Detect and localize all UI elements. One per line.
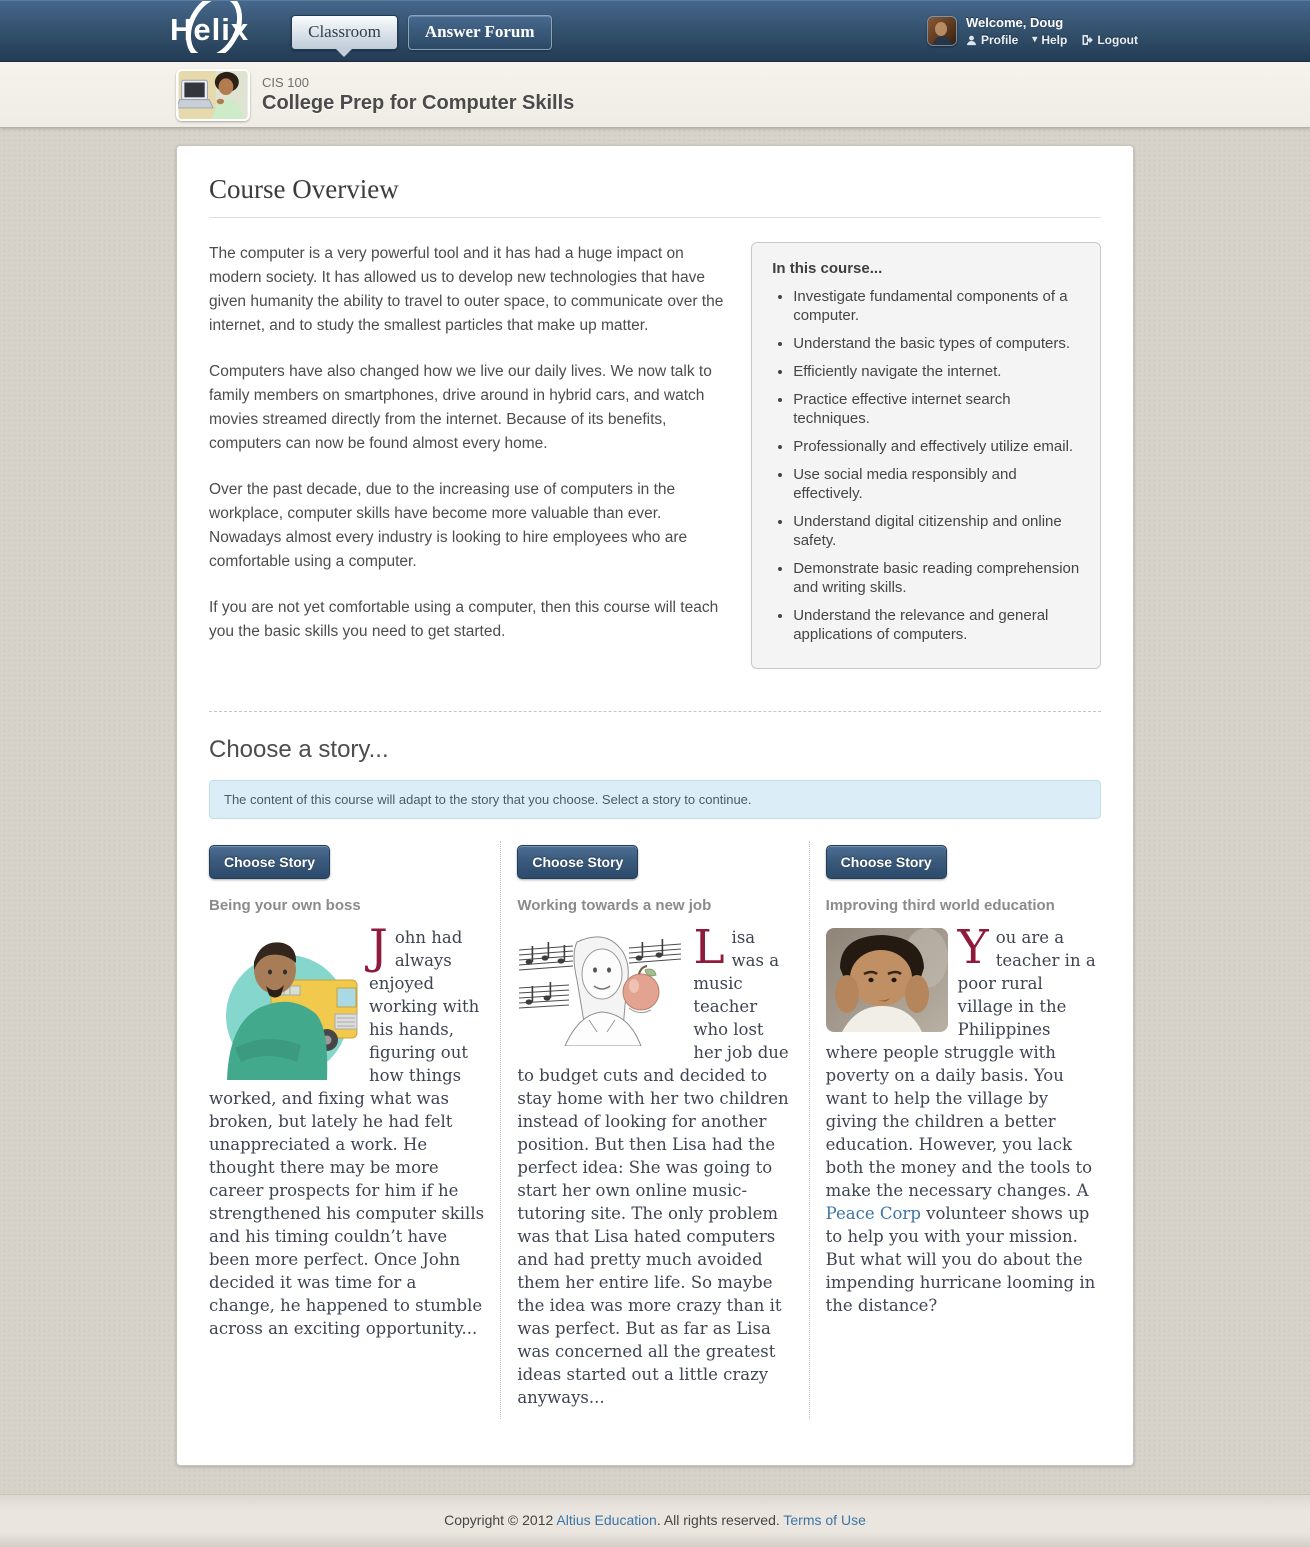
- course-objective: • Professionally and effectively utilize email.: [793, 437, 1080, 456]
- logout-link[interactable]: [1081, 33, 1138, 47]
- altius-education-link[interactable]: Altius Education: [556, 1512, 657, 1528]
- help-label: Help: [1041, 33, 1068, 47]
- story-column-improving-education: [809, 841, 1101, 1419]
- section-divider: [209, 711, 1101, 712]
- filipino-boy-photo: [826, 928, 948, 1032]
- user-links: [966, 33, 1138, 47]
- story-text: isa was a music teacher who lost her job due to budget cuts and decided to stay home with her two children instead of looking for another position. But then Lisa had the perfect idea: She was going to start her own online music-tutoring site. The only problem was that Lisa hated computers and had pretty much avoided them her entire life. So maybe the idea was more crazy than it was perfect. But as far as Lisa was concerned all the greatest ideas started out a little crazy anyways...: [517, 928, 789, 1407]
- story-dropcap: J: [369, 920, 388, 975]
- story-dropcap: Y: [957, 920, 989, 975]
- overview-paragraphs: [209, 242, 725, 644]
- choose-story-button-3[interactable]: Choose Story: [826, 845, 947, 879]
- overview-paragraph: Computers have also changed how we live our daily lives. We now talk to family members on smartphones, drive around in hybrid cars, and watch movies streamed directly from the internet. Because of its benefits, computers can now be found almost every home.: [209, 363, 712, 452]
- course-objective: • Efficiently navigate the internet.: [793, 362, 1080, 381]
- main-nav-tabs: [291, 15, 551, 50]
- welcome-text: Welcome, Doug: [965, 15, 1064, 30]
- lisa-music-teacher-sketch: [517, 928, 683, 1046]
- logout-label: Logout: [1097, 33, 1138, 47]
- overview-paragraph: Over the past decade, due to the increasing use of computers in the workplace, computer skills have become more valuable than ever. Nowadays almost every industry is looking to hire employees who are comfortable using a computer.: [209, 481, 688, 570]
- avatar-image: [928, 17, 957, 46]
- avatar[interactable]: [927, 16, 957, 46]
- tab-classroom-label: Classroom: [308, 21, 381, 41]
- story-body: [209, 920, 485, 1340]
- course-titles: [262, 75, 574, 115]
- course-banner: [0, 62, 1310, 128]
- logo-text: Helix: [170, 11, 250, 47]
- course-code: CIS 100: [262, 74, 309, 90]
- story-title: Being your own boss: [209, 897, 361, 914]
- john-food-truck-illustration: [209, 928, 359, 1080]
- rights-text: . All rights reserved.: [656, 1512, 784, 1528]
- profile-link[interactable]: [966, 33, 1018, 47]
- stories-row: [209, 841, 1101, 1419]
- story-column-being-your-own-boss: [209, 841, 500, 1419]
- page-title: Course Overview: [209, 174, 1101, 218]
- choose-story-button-2[interactable]: Choose Story: [517, 845, 638, 879]
- course-objective: • Use social media responsibly and effectively.: [793, 465, 1080, 503]
- copyright-text: Copyright © 2012: [444, 1512, 557, 1528]
- course-thumbnail-image: [176, 69, 250, 121]
- content-card: [176, 145, 1134, 1466]
- help-menu[interactable]: [1032, 33, 1067, 47]
- terms-of-use-link[interactable]: Terms of Use: [783, 1512, 866, 1528]
- story-text: volunteer shows up to help you with your mission. But what will you do about the impending hurricane looming in the distance?: [825, 1204, 1096, 1315]
- page-footer: [0, 1494, 1310, 1547]
- course-objective: • Practice effective internet search techniques.: [793, 390, 1080, 428]
- course-objective: • Investigate fundamental components of a computer.: [793, 287, 1080, 325]
- profile-label: Profile: [980, 33, 1019, 47]
- story-notice-banner: The content of this course will adapt to the story that you choose. Select a story to continue.: [209, 780, 1101, 819]
- app-header: [0, 0, 1310, 62]
- story-text: ohn had always enjoyed working with his hands, figuring out how things worked, and fixing what was broken, but lately he had felt unappreciated a work. He thought there may be more career prospects for him if he strengthened his computer skills and his timing couldn’t have been more perfect. Once John decided it was time for a change, he happened to stumble across an exciting opportunity...: [209, 928, 485, 1338]
- logout-icon: [1081, 34, 1093, 46]
- overview-paragraph: If you are not yet comfortable using a computer, then this course will teach you the basic skills you need to get started.: [209, 599, 719, 640]
- peace-corp-link[interactable]: Peace Corp: [825, 1204, 921, 1223]
- course-objective: • Understand digital citizenship and online safety.: [793, 512, 1080, 550]
- helix-logo: [168, 10, 255, 53]
- story-body: [825, 920, 1101, 1317]
- story-column-working-towards-new-job: [500, 841, 808, 1419]
- in-this-course-list: [772, 287, 1080, 644]
- overview-paragraph: The computer is a very powerful tool and it has had a huge impact on modern society. It has allowed us to develop new technologies that have given humanity the ability to travel to outer space, to communicate over the internet, and to study the smallest particles that make up matter.: [209, 245, 724, 334]
- tab-answer-forum-label: Answer Forum: [424, 21, 535, 41]
- user-text: [966, 15, 1138, 47]
- in-this-course-title: In this course...: [772, 260, 883, 277]
- user-block: [927, 15, 1138, 47]
- story-title: Working towards a new job: [517, 897, 712, 914]
- tab-answer-forum[interactable]: [408, 15, 552, 50]
- chevron-down-icon: ▾: [1032, 34, 1038, 45]
- course-objective: • Understand the basic types of computers.: [793, 334, 1080, 353]
- overview-section: [209, 242, 1101, 669]
- story-text: ou are a teacher in a poor rural village in the Philippines where people struggle with poverty on a daily basis. You want to help the village by giving the children a better education. However, you lack both the money and the tools to make the necessary changes. A: [825, 928, 1096, 1200]
- story-dropcap: L: [693, 920, 725, 975]
- tab-classroom[interactable]: [291, 15, 398, 50]
- story-body: [517, 920, 792, 1409]
- in-this-course-box: [751, 242, 1101, 669]
- course-title: College Prep for Computer Skills: [262, 91, 575, 114]
- person-icon: [966, 35, 977, 46]
- choose-story-button-1[interactable]: Choose Story: [209, 845, 330, 879]
- story-title: Improving third world education: [825, 897, 1055, 914]
- course-objective: • Demonstrate basic reading comprehension and writing skills.: [793, 559, 1080, 597]
- course-objective: • Understand the relevance and general applications of computers.: [793, 606, 1080, 644]
- choose-story-heading: Choose a story...: [209, 736, 389, 763]
